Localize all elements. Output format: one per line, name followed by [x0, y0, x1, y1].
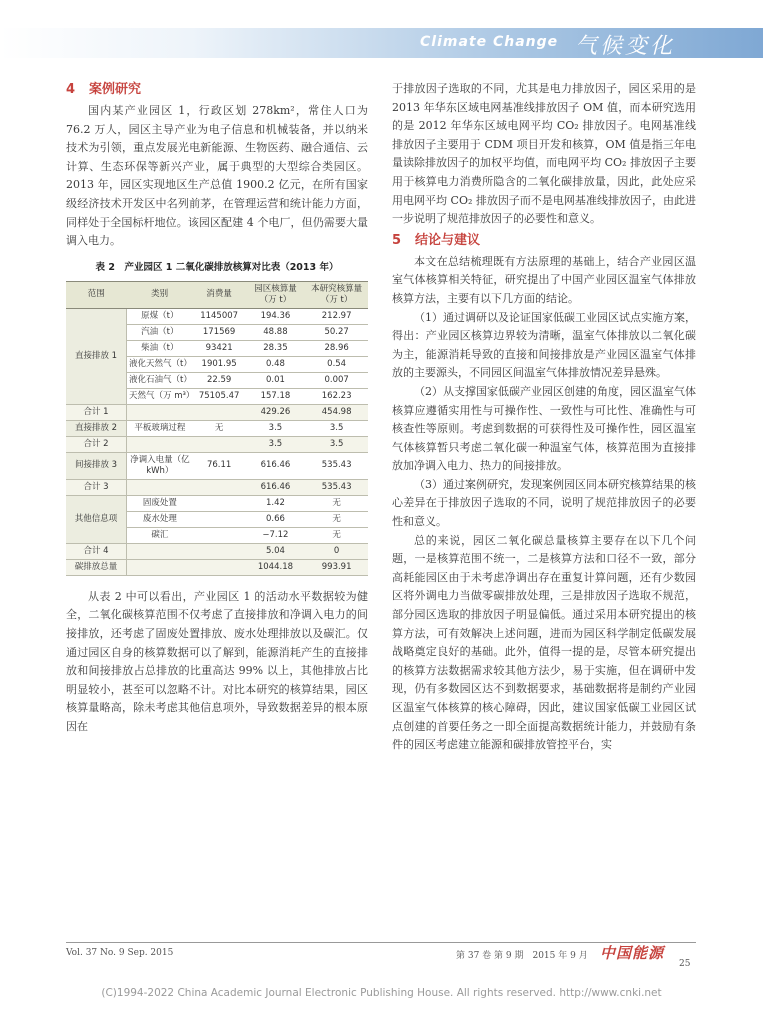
table-cell: 无 [305, 495, 368, 511]
table-row [66, 543, 368, 559]
section-5-heading [392, 231, 696, 251]
section-4-heading [66, 80, 368, 100]
paragraph: 从表 2 中可以看出，产业园区 1 的活动水平数据较为健全，二氧化碳核算范围不仅考虑了直接排放和净调入电力的间接排放，还考虑了固废处置排放、废水处理排放以及碳汇。仅通过园区自身的核算数据可以了解到，能源消耗产生的直接排放和间接排放占总排放的比重高达 99% 以上，其他排放占比明显较小，甚至可以忽略不计。对比本研究的核算结果，园区核算量略高，除未考虑其他信息项外，导致数据差异的根本原因在 [66, 589, 368, 733]
table-cell: 天然气（万 m³） [127, 388, 193, 404]
table-cell: 其他信息项 [66, 495, 127, 543]
table-row [66, 479, 368, 495]
table-cell [193, 495, 246, 511]
col-header: 本研究核算量（万 t） [305, 281, 368, 308]
paragraph: （3）通过案例研究，发现案例园区同本研究核算结果的核心差异在于排放因子选取的不同，说明了规范排放因子的必要性和意义。 [392, 477, 696, 529]
table-cell: 1.42 [246, 495, 306, 511]
table-cell [193, 511, 246, 527]
table-cell: 柴油（t） [127, 340, 193, 356]
table-cell: 固废处置 [127, 495, 193, 511]
table-cell: 28.35 [246, 340, 306, 356]
table-row [66, 404, 368, 420]
table-cell: 76.11 [193, 452, 246, 479]
table-cell [127, 404, 193, 420]
table-row [66, 452, 368, 479]
paragraph: 本文在总结梳理既有方法原理的基础上，结合产业园区温室气体核算相关特征，研究提出了中国产业园区温室气体排放核算方法，主要有以下几方面的结论。 [392, 254, 696, 305]
paragraph: 于排放因子选取的不同，尤其是电力排放因子，园区采用的是 2013 年华东区域电网基准线排放因子 OM 值，而本研究选用的是 2012 年华东区域电网平均 CO₂ 排放因子。电网基准线排放因子主要用于 CDM 项目开发和核算，OM 值是指三年电量读除排放因子的加权平均值，而电网平均 CO₂ 排放因子主要用于核算电力消费所隐含的二氧化碳排放量，因此，此处应采用电网平均 CO₂ 排放因子而不是电网基准线排放因子，由此进一步说明了规范排放因子的必要性和意义。 [392, 82, 696, 226]
section-title: 结论与建议 [415, 232, 481, 248]
table-cell: 液化天然气（t） [127, 356, 193, 372]
table-cell: 0 [305, 543, 368, 559]
table-cell [193, 543, 246, 559]
table-cell: 616.46 [246, 479, 306, 495]
table-cell: 合计 2 [66, 436, 127, 452]
table-cell: 液化石油气（t） [127, 372, 193, 388]
table-cell: 直接排放 1 [66, 308, 127, 404]
col-header: 范围 [66, 281, 127, 308]
journal-section-cn: 气候变化 [575, 34, 676, 59]
table-cell: 无 [305, 527, 368, 543]
table-cell: 3.5 [246, 420, 306, 436]
table-cell: 535.43 [305, 452, 368, 479]
table-cell: 28.96 [305, 340, 368, 356]
table-cell: 合计 4 [66, 543, 127, 559]
table-cell: 1145007 [193, 308, 246, 324]
col-header: 类别 [127, 281, 193, 308]
table-cell: 212.97 [305, 308, 368, 324]
table-cell: 3.5 [305, 436, 368, 452]
table-cell: 1044.18 [246, 559, 306, 575]
table-cell: 5.04 [246, 543, 306, 559]
table-cell: 0.66 [246, 511, 306, 527]
table-cell: 0.007 [305, 372, 368, 388]
table-cell: 0.54 [305, 356, 368, 372]
table-cell: 0.01 [246, 372, 306, 388]
table-cell: 碳排放总量 [66, 559, 127, 575]
table-cell: 废水处理 [127, 511, 193, 527]
table-cell: 3.5 [305, 420, 368, 436]
table-cell: 平板玻璃过程 [127, 420, 193, 436]
table-cell [193, 436, 246, 452]
table-cell: 194.36 [246, 308, 306, 324]
table-cell: 535.43 [305, 479, 368, 495]
table-cell: 无 [193, 420, 246, 436]
table-cell: 48.88 [246, 324, 306, 340]
table-cell: −7.12 [246, 527, 306, 543]
table-cell: 1901.95 [193, 356, 246, 372]
table-cell: 原煤（t） [127, 308, 193, 324]
table-cell: 净调入电量（亿 kWh） [127, 452, 193, 479]
right-column [392, 80, 696, 755]
table-cell [193, 479, 246, 495]
table-cell: 454.98 [305, 404, 368, 420]
table-cell: 616.46 [246, 452, 306, 479]
table-cell [127, 543, 193, 559]
paragraph: 国内某产业园区 1，行政区划 278km²，常住人口为 76.2 万人，园区主导产业为电子信息和机械装备，并以纳米技术为引领，重点发展光电新能源、生物医药、融合通信、云计算、生态环保等新兴产业，属于典型的大型综合类园区。2013 年，园区实现地区生产总值 1900.2 亿元，在所有国家级经济技术开发区中名列前茅，在管理运营和统计能力方面，同样处于全国标杆地位。该园区配建 4 个电厂，但仍需要大量调入电力。 [66, 104, 368, 248]
section-number: 5 [392, 232, 402, 248]
col-header: 消费量 [193, 281, 246, 308]
table-cell [193, 527, 246, 543]
table-row [66, 308, 368, 324]
footer-volume-en: Vol. 37 No. 9 Sep. 2015 [66, 948, 174, 958]
table-cell: 75105.47 [193, 388, 246, 404]
table-cell: 3.5 [246, 436, 306, 452]
table-cell: 162.23 [305, 388, 368, 404]
section-title: 案例研究 [89, 82, 142, 97]
table-cell [193, 404, 246, 420]
table-cell: 429.26 [246, 404, 306, 420]
page-number: 25 [679, 959, 691, 969]
table-header-row [66, 281, 368, 308]
table-cell [127, 436, 193, 452]
table-cell: 间接排放 3 [66, 452, 127, 479]
section-number: 4 [66, 82, 76, 97]
table-cell: 157.18 [246, 388, 306, 404]
table-row [66, 420, 368, 436]
table-row [66, 559, 368, 575]
copyright-notice: (C)1994-2022 China Academic Journal Electronic Publishing House. All rights reserved. http://www.cnki.net [101, 987, 662, 999]
journal-logo: 中国能源 [600, 944, 665, 962]
left-column [66, 80, 368, 737]
table-cell: 合计 1 [66, 404, 127, 420]
paragraph: 总的来说，园区二氧化碳总量核算主要存在以下几个问题，一是核算范围不统一，二是核算方法和口径不一致，部分高耗能园区由于未考虑净调出存在重复计算问题，还有少数园区将外调电力当做零碳排放处理，三是排放因子选取不规范，部分园区选取的排放因子明显偏低。通过采用本研究提出的核算方法，可有效解决上述问题，进而为园区科学制定低碳发展战略奠定良好的基础。此外，值得一提的是，尽管本研究提出的核算方法数据需求较其他方法少，易于实施，但在调研中发现，仍有多数园区达不到数据要求，基础数据将是制约产业园区温室气体核算的核心障碍，因此，建议国家低碳工业园区试点创建的首要任务之一即全面提高数据统计能力，并鼓励有条件的园区考虑建立能源和碳排放管控平台，实 [392, 533, 696, 752]
table-cell [193, 559, 246, 575]
table-cell: 直接排放 2 [66, 420, 127, 436]
journal-section-en: Climate Change [420, 34, 559, 50]
table-cell: 汽油（t） [127, 324, 193, 340]
emission-table [66, 281, 368, 576]
paragraph: （2）从支撑国家低碳产业园区创建的角度，园区温室气体核算应遵循实用性与可操作性、一致性与可比性、准确性与可核查性等原则。考虑到数据的可获得性及可操作性，园区温室气体核算暂只考虑二氧化碳一种温室气体，核算范围为直接排放加净调入电力、热力的间接排放。 [392, 384, 696, 473]
table-cell: 碳汇 [127, 527, 193, 543]
col-header: 园区核算量（万 t） [246, 281, 306, 308]
table-cell: 93421 [193, 340, 246, 356]
table-row [66, 436, 368, 452]
table-cell: 22.59 [193, 372, 246, 388]
table-row [66, 495, 368, 511]
table-cell [127, 479, 193, 495]
table-caption: 表 2 产业园区 1 二氧化碳排放核算对比表（2013 年） [95, 261, 339, 273]
table-cell: 993.91 [305, 559, 368, 575]
table-cell: 合计 3 [66, 479, 127, 495]
table-cell: 50.27 [305, 324, 368, 340]
table-cell: 无 [305, 511, 368, 527]
table-cell: 171569 [193, 324, 246, 340]
table-cell: 0.48 [246, 356, 306, 372]
footer-volume-cn: 第 37 卷 第 9 期 2015 年 9 月 [456, 951, 588, 961]
table-cell [127, 559, 193, 575]
paragraph: （1）通过调研以及论证国家低碳工业园区试点实施方案，得出：产业园区核算边界较为清晰，温室气体排放以二氧化碳为主，能源消耗导致的直接和间接排放是产业园区温室气体排放的主要源头，不同园区间温室气体排放情况差异悬殊。 [392, 310, 696, 380]
